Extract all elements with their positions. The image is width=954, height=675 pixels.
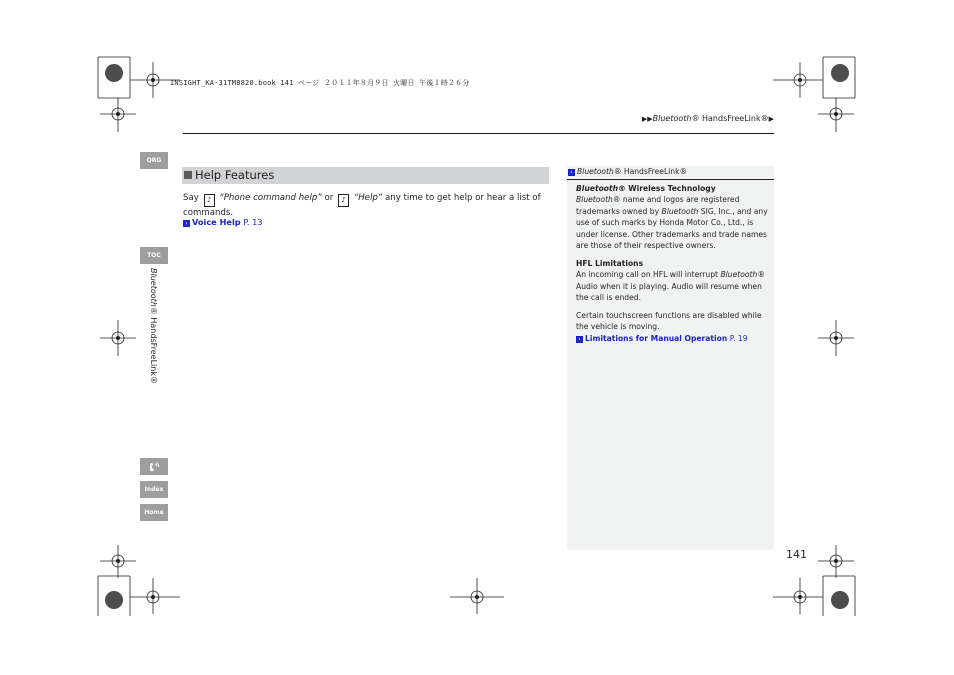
limitations-link[interactable]: Limitations for Manual Operation: [585, 333, 728, 343]
voice-help-link[interactable]: Voice Help: [192, 217, 241, 227]
cross-reference-icon: ›: [576, 336, 583, 343]
sidebar-rule: [567, 179, 774, 180]
or-text: or: [324, 193, 334, 203]
talk-button-icon: ♪: [338, 194, 349, 207]
note2-title: HFL Limitations: [576, 259, 644, 268]
say-text: Say: [183, 193, 199, 203]
header-rule: [183, 133, 774, 134]
command-1: “Phone command help”: [219, 193, 322, 203]
note3-text: Certain touchscreen functions are disabled while the vehicle is moving.: [576, 311, 762, 332]
tab-phone[interactable]: [140, 458, 168, 475]
section-body: [183, 192, 548, 220]
tab-index[interactable]: Index: [140, 481, 168, 498]
note-touchscreen: [576, 310, 768, 344]
tab-qrg[interactable]: QRG: [140, 152, 168, 169]
note1-t2-italic: Bluetooth: [661, 206, 699, 216]
body-rest: any time to get help or hear a list of commands.: [183, 193, 541, 218]
breadcrumb: [642, 114, 774, 123]
breadcrumb-arrows: ▶▶: [641, 115, 653, 123]
note-hfl-limitations: [576, 258, 768, 304]
talk-button-icon: ♪: [204, 194, 215, 207]
breadcrumb-end-arrow: ▶: [768, 115, 774, 123]
voice-help-page[interactable]: P. 13: [243, 217, 263, 227]
breadcrumb-text: ® HandsFreeLink®: [691, 114, 769, 123]
limitations-page[interactable]: P. 19: [729, 333, 748, 343]
note2-t2-italic: Bluetooth: [720, 270, 758, 280]
chapter-side-label: [149, 268, 158, 384]
note-bluetooth-trademark: [576, 183, 768, 251]
note1-title-italic: Bluetooth: [576, 184, 619, 193]
section-title: Help Features: [195, 168, 275, 182]
command-2: “Help”: [353, 193, 383, 203]
square-bullet-icon: [184, 171, 192, 179]
sidebar-header-rest: ® HandsFreeLink®: [613, 167, 688, 176]
cross-reference-icon: ›: [183, 220, 190, 227]
voice-help-link-line[interactable]: [183, 217, 263, 227]
note1-title-rest: ® Wireless Technology: [618, 184, 716, 193]
note1-t1-italic: Bluetooth: [576, 195, 613, 205]
chapter-rest: ® HandsFreeLink®: [149, 306, 158, 384]
sidebar-header-italic: Bluetooth: [577, 167, 614, 176]
note2-t1: An incoming call on HFL will interrupt: [576, 270, 721, 280]
note1-t2-rest: SIG, Inc., and any use of such marks by Honda Motor Co., Ltd., is under license. Other trademarks and trade names are those of their respective owners.: [576, 206, 768, 251]
page-number: 141: [786, 548, 807, 561]
section-header: [182, 167, 549, 184]
sidebar-header: [568, 167, 687, 176]
file-info: INSIGHT_KA-31TM8820.book 141 ページ ２０１１年８月９日 火曜日 午後１時２６分: [170, 79, 470, 87]
cross-reference-icon: ›: [568, 169, 575, 176]
tab-home[interactable]: Home: [140, 504, 168, 521]
breadcrumb-italic: Bluetooth: [652, 114, 692, 123]
note1-t1-rest: ® name and logos are registered trademarks owned by: [576, 195, 740, 216]
sidebar-notes: [567, 166, 774, 550]
note2-t2-rest: ® Audio when it is playing. Audio will resume when the call is ended.: [576, 270, 765, 303]
chapter-italic: Bluetooth: [149, 268, 158, 307]
tab-toc[interactable]: TOC: [140, 247, 168, 264]
phone-voice-icon: [148, 461, 160, 473]
